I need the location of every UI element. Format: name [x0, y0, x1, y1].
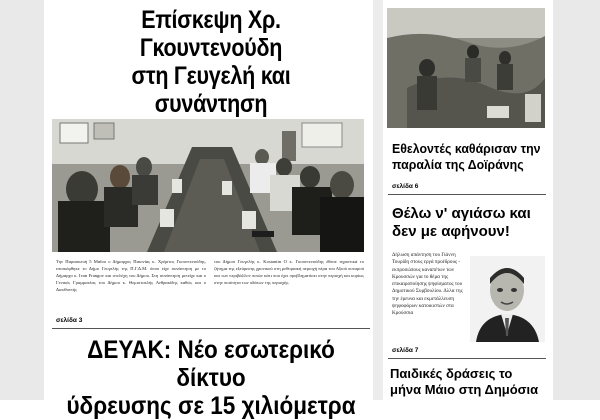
- volunteers-photo-illustration: [387, 8, 545, 128]
- paidikes-title-line-2: μήνα Μάιο στη Δημόσια: [390, 381, 539, 397]
- thelo-title: [392, 205, 552, 241]
- deyak-headline: [66, 336, 356, 420]
- thelo-divider: [388, 358, 546, 359]
- volunteers-title-line-2: παραλία της Δοϊράνης: [392, 156, 524, 172]
- volunteers-title-line-1: Εθελοντές καθάρισαν την: [392, 141, 541, 156]
- meeting-caption-left: Την Παρασκευή 5 Μαΐου ο Δήμαρχος Παιονίας κ. Χρήστος Γκουντενούδης, επισκέφθηκε το Δήμο Γευγελής της Π.Γ.Δ.Μ. όπου είχε συνάντηση με το Δήμαρχο κ. Ivan Frangov και στελέχη του Δήμου. Στη συνάντηση μετείχε και ο Γενικός Γραμματέας του Δήμου κ. Θεμιστοκλής Ανθρακίδης καθώς και ο Διευθυντής: [56, 259, 206, 292]
- main-headline-line-1: Επίσκεψη Χρ. Γκουντενούδη: [139, 6, 283, 62]
- volunteers-title: [392, 141, 544, 172]
- portrait-illustration: [470, 256, 545, 342]
- paidikes-title: [390, 366, 550, 397]
- thelo-title-line-2: δεν με αφήνουν!: [392, 223, 510, 240]
- paidikes-title-line-1: Παιδικές δράσεις το: [390, 366, 513, 381]
- thelo-section-ref: σελίδα 7: [392, 347, 419, 354]
- volunteers-photo: [387, 8, 545, 128]
- main-article-divider: [52, 328, 370, 329]
- thelo-body: Δήλωση απάντηση του Γιάννη Τουρίδη στους εργά προέδρους - εκπροσώπους καναπέτων των Κρουσσών για το θέμα της επικαιροποίησης ψηφίσματος του Δημοτικού Συμβουλίου. Δλλα της την έρευνα και εκμετάλλευση ψηφοφόρων κατοικιστών στα Κρούσσια: [392, 252, 463, 317]
- deyak-headline-line-1: ΔΕΥΑΚ: Νέο εσωτερικό δίκτυο: [87, 336, 335, 392]
- thelo-title-line-1: Θέλω ν' αγιάσω και: [392, 205, 531, 222]
- column-gutter: [373, 0, 383, 400]
- meeting-photo: [52, 119, 364, 252]
- page-margin-right: [553, 0, 600, 400]
- meeting-photo-illustration: [52, 119, 364, 252]
- main-section-ref: σελίδα 3: [56, 317, 83, 324]
- volunteers-section-ref: σελίδα 6: [392, 183, 419, 190]
- portrait-photo: [470, 256, 545, 342]
- meeting-caption-right: του Δήμου Γευγελής κ. Kostantin Ο κ. Γκουντενούδης έθεσε τηριστικά το ζήτημα της εξεύρεσης χρονικού στη μεθοριακή περιοχή πέρα του Αξιού ποταμού και των περιβάλλον ποιών κάτι που έχει προβληματίσει στην περιοχή και κυρίως στην ποιότητα των υδάτων της περιοχής.: [214, 259, 364, 285]
- main-headline-line-2: στη Γευγελή και συνάντηση: [131, 62, 291, 118]
- volunteers-divider: [388, 194, 546, 195]
- deyak-headline-line-2: ύδρευσης σε 15 χιλιόμετρα: [66, 392, 356, 420]
- page-margin-left: [0, 0, 44, 400]
